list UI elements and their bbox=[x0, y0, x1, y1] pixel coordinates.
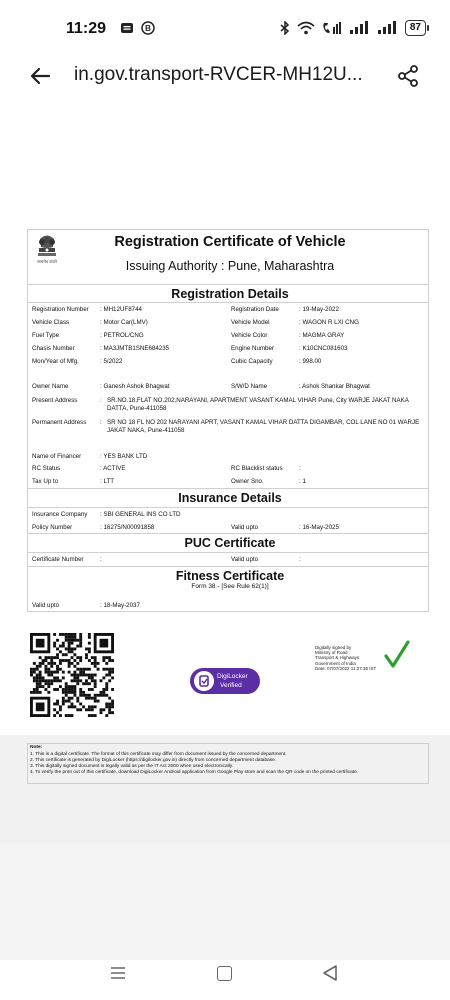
field-label: Chasis Number bbox=[32, 345, 75, 352]
nav-back-icon[interactable] bbox=[322, 964, 338, 982]
b-circle-icon bbox=[141, 21, 155, 35]
permanent-address-value: SR NO 18 FL NO 202 NARAYANI APRT, VASANT KAMAL VIHAR DATTA DIGAMBAR, COL LANE NO 01 WARJE JAKAT NAKA, Pune-411058 bbox=[107, 419, 420, 434]
section-puc-title: PUC Certificate bbox=[184, 536, 276, 550]
field-label: Fuel Type bbox=[32, 332, 60, 339]
svg-text:B: B bbox=[145, 24, 151, 33]
rc-blacklist-label: RC Blacklist status bbox=[231, 465, 283, 472]
note-line: 2. This certificate is generated by DigiLocker (https://digilocker.gov.in) directly from concerned department database. bbox=[30, 758, 277, 763]
recent-apps-icon[interactable] bbox=[110, 965, 126, 981]
field-value: : PETROL/CNG bbox=[100, 332, 144, 339]
field-value: : MAGMA GRAY bbox=[299, 332, 345, 339]
insurance-valid-value: : 16-May-2025 bbox=[299, 524, 339, 531]
fitness-valid-label: Valid upto bbox=[32, 602, 60, 609]
field-label: Vehicle Class bbox=[32, 319, 70, 326]
divider bbox=[28, 284, 428, 285]
swd-name-label: S/W/D Name bbox=[231, 383, 268, 390]
home-icon[interactable] bbox=[217, 966, 232, 981]
section-fitness-title: Fitness Certificate bbox=[175, 569, 285, 583]
qr-code bbox=[30, 633, 114, 717]
share-icon[interactable] bbox=[396, 64, 420, 88]
field-value: : K10CNC081603 bbox=[299, 345, 348, 352]
field-label: Engine Number bbox=[231, 345, 274, 352]
colon: : bbox=[100, 419, 102, 426]
issuing-authority: Issuing Authority : Pune, Maharashtra bbox=[125, 259, 335, 273]
bluetooth-icon bbox=[279, 21, 291, 35]
signature-line: Date: 07/07/2022 11:27:36 IST bbox=[315, 665, 377, 671]
puc-valid-label: Valid upto bbox=[231, 556, 259, 563]
present-address-label: Present Address bbox=[32, 397, 78, 404]
colon: : bbox=[100, 397, 102, 404]
field-value: : 998.00 bbox=[299, 358, 322, 365]
field-value: : WAGON R LXI CNG bbox=[299, 319, 359, 326]
fitness-form-reference: Form 38 - [See Rule 62(1)] bbox=[191, 583, 269, 590]
back-arrow-icon[interactable] bbox=[28, 64, 52, 88]
puc-cert-label: Certificate Number bbox=[32, 556, 84, 563]
puc-cert-value: : bbox=[100, 556, 102, 563]
section-insurance-title: Insurance Details bbox=[178, 491, 282, 505]
divider bbox=[28, 507, 428, 508]
fitness-valid-value: : 18-May-2037 bbox=[100, 602, 140, 609]
note-line: 3. This digitally signed document is legally valid as per the IT Act 2000 when used electronically. bbox=[30, 764, 234, 769]
certificate-title: Registration Certificate of Vehicle bbox=[114, 234, 346, 250]
field-value: : MH12UF8744 bbox=[100, 306, 142, 313]
policy-value: : 16275/N00091858 bbox=[100, 524, 155, 531]
note-line: 4. To verify the print out of this certificate, download DigiLocker Android application from Google Play store and scan the QR code on the printed certificate. bbox=[30, 770, 359, 775]
status-bar bbox=[0, 0, 450, 44]
owner-name-value: : Ganesh Ashok Bhagwat bbox=[100, 383, 170, 390]
swd-name-value: : Ashok Shankar Bhagwat bbox=[299, 383, 370, 390]
owner-name-label: Owner Name bbox=[32, 383, 69, 390]
financer-value: : YES BANK LTD bbox=[100, 453, 148, 460]
status-time: 11:29 bbox=[66, 20, 107, 37]
signature-line: Ministry of Road bbox=[315, 650, 348, 656]
verified-text: Verified bbox=[220, 682, 242, 689]
insurance-company-value: : SBI GENERAL INS CO LTD bbox=[100, 511, 181, 518]
field-label: Mon/Year of Mfg. bbox=[32, 358, 79, 365]
policy-label: Policy Number bbox=[32, 524, 73, 531]
field-label: Cubic Capacity bbox=[231, 358, 273, 365]
rc-blacklist-value: : bbox=[299, 465, 301, 472]
divider bbox=[28, 533, 428, 534]
divider bbox=[28, 552, 428, 553]
digilocker-text: DigiLocker bbox=[217, 673, 248, 680]
verified-check-icon bbox=[384, 640, 410, 670]
tax-label: Tax Up to bbox=[32, 478, 59, 485]
puc-valid-value: : bbox=[299, 556, 301, 563]
signature-line: Government of India bbox=[315, 660, 356, 666]
financer-label: Name of Financer bbox=[32, 453, 82, 460]
digilocker-verified-badge bbox=[190, 668, 260, 694]
message-icon bbox=[120, 21, 134, 35]
rc-status-label: RC Status bbox=[32, 465, 61, 472]
wifi-icon bbox=[297, 21, 315, 35]
signal-icon-2 bbox=[377, 21, 399, 35]
field-value: : 5/2022 bbox=[100, 358, 123, 365]
browser-toolbar bbox=[0, 44, 450, 108]
tax-value: : LTT bbox=[100, 478, 114, 485]
field-label: Registration Date bbox=[231, 306, 279, 313]
present-address-value: SR.NO.18,FLAT NO.202,NARAYANI, APARTMENT VASANT KAMAL VIHAR Pune, City WARJE JAKAT NAKA DATTA, Pune-411058 bbox=[107, 397, 409, 412]
owner-sno-value: : 1 bbox=[299, 478, 306, 485]
note-line: 1. This is a digital certificate. The format of this certificate may differ from document issued by the concerned department. bbox=[30, 752, 287, 757]
signature-line: Transport & Highways bbox=[315, 655, 360, 661]
section-registration-title: Registration Details bbox=[171, 287, 289, 301]
url-text[interactable]: in.gov.transport-RVCER-MH12U... bbox=[74, 64, 363, 85]
field-label: Vehicle Color bbox=[231, 332, 268, 339]
owner-sno-label: Owner Sno. bbox=[231, 478, 264, 485]
insurance-valid-label: Valid upto bbox=[231, 524, 259, 531]
permanent-address-label: Permanent Address bbox=[32, 419, 87, 426]
field-value: : Motor Car(LMV) bbox=[100, 319, 148, 326]
signature-line: Digitally signed by bbox=[315, 645, 352, 650]
status-right bbox=[279, 20, 426, 36]
signal-icon bbox=[349, 21, 371, 35]
viewer-footer-area bbox=[0, 843, 450, 960]
note-title: Note: bbox=[30, 745, 43, 750]
field-value: : 19-May-2022 bbox=[299, 306, 339, 313]
field-value: : MA3JMTB1SNE684235 bbox=[100, 345, 170, 352]
insurance-company-label: Insurance Company bbox=[32, 511, 88, 518]
field-label: Vehicle Model bbox=[231, 319, 270, 326]
divider bbox=[28, 488, 428, 489]
divider bbox=[28, 302, 428, 303]
rc-status-value: : ACTIVE bbox=[100, 465, 126, 472]
field-label: Registration Number bbox=[32, 306, 89, 313]
digilocker-icon bbox=[194, 671, 214, 691]
battery-icon: 87 bbox=[405, 20, 426, 36]
svg-text:सत्यमेव जयते: सत्यमेव जयते bbox=[37, 259, 57, 264]
divider bbox=[28, 566, 428, 567]
volte-call-icon bbox=[321, 21, 343, 35]
